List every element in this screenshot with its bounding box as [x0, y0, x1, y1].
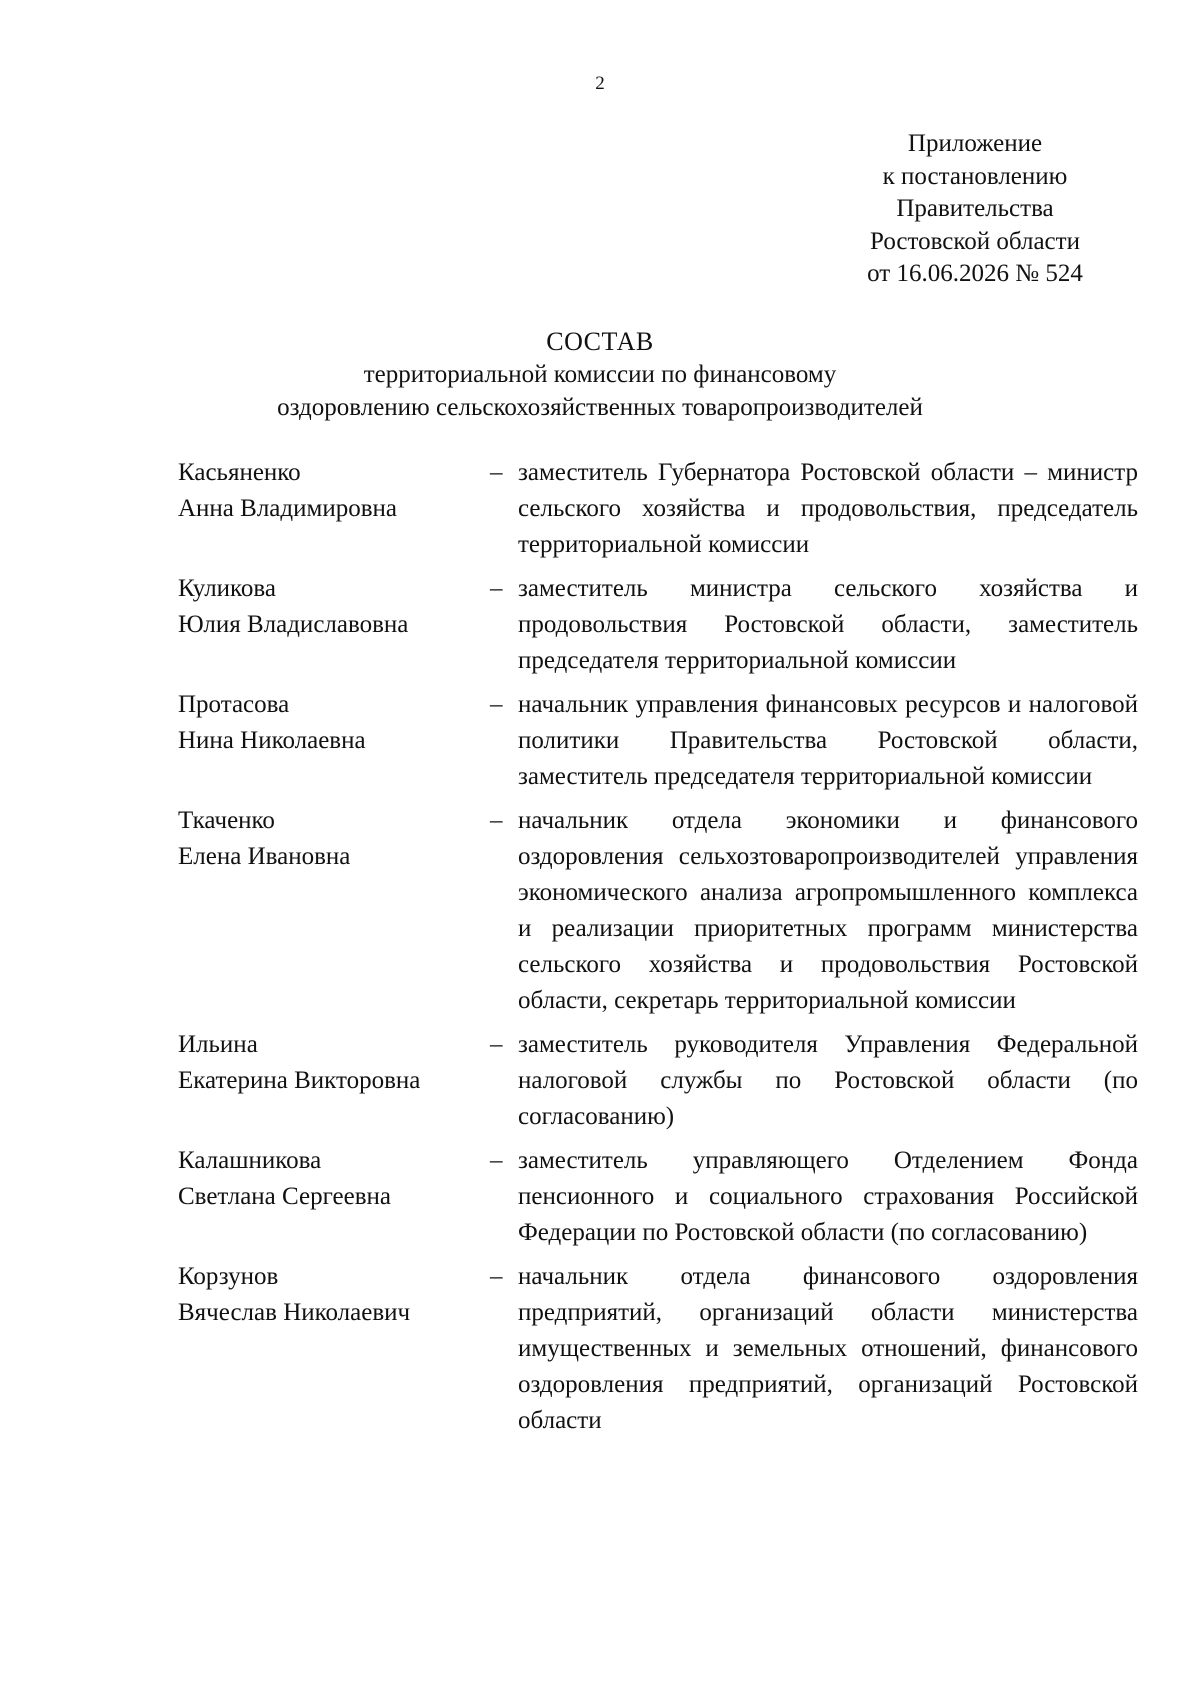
member-role: начальник отдела экономики и финансового оздоровления сельхозтоваропроизводителей управления экономического анализа агропромышленного комплекса и реализации приоритетных программ министерства сельского хозяйства и продовольствия Ростовской области, секретарь территориальной комиссии: [518, 807, 1138, 1014]
member-surname: Куликова: [178, 575, 276, 602]
appendix-header: [845, 128, 1105, 291]
member-role: начальник отдела финансового оздоровления предприятий, организаций области министерства имущественных и земельных отношений, финансового оздоровления предприятий, организаций Ростовской области: [518, 1263, 1138, 1434]
member-name: [178, 455, 490, 563]
appendix-line: к постановлению: [882, 162, 1068, 190]
title-line: территориальной комиссии по финансовому: [363, 361, 837, 388]
member-entry: [178, 1143, 1150, 1251]
member-entry: [178, 1259, 1150, 1439]
member-surname: Протасова: [178, 691, 290, 718]
member-role: заместитель Губернатора Ростовской области – министр сельского хозяйства и продовольствия, председатель территориальной комиссии: [518, 459, 1138, 558]
title-main: СОСТАВ: [546, 327, 654, 356]
member-given-names: Светлана Сергеевна: [178, 1183, 392, 1210]
member-entry: [178, 687, 1150, 795]
member-dash: –: [490, 1147, 503, 1174]
appendix-line: от 16.06.2026 № 524: [867, 260, 1083, 287]
member-entry: [178, 803, 1150, 1019]
member-given-names: Вячеслав Николаевич: [178, 1299, 411, 1326]
member-role: заместитель руководителя Управления Федеральной налоговой службы по Ростовской области (по согласованию): [518, 1031, 1138, 1130]
appendix-line: Приложение: [907, 130, 1043, 157]
member-given-names: Анна Владимировна: [178, 495, 397, 522]
member-name: [178, 687, 490, 795]
member-given-names: Нина Николаевна: [178, 727, 366, 754]
member-entry: [178, 1027, 1150, 1135]
member-role: заместитель управляющего Отделением Фонда пенсионного и социального страхования Российской Федерации по Ростовской области (по согласованию): [518, 1147, 1138, 1246]
member-role: начальник управления финансовых ресурсов и налоговой политики Правительства Ростовской области, заместитель председателя территориальной комиссии: [518, 691, 1138, 790]
member-dash: –: [490, 691, 503, 718]
member-surname: Калашникова: [178, 1147, 322, 1174]
member-entry: [178, 571, 1150, 679]
member-entry: [178, 455, 1150, 563]
appendix-line: Правительства: [896, 195, 1054, 222]
member-name: [178, 1027, 490, 1135]
title-line: оздоровлению сельскохозяйственных товаропроизводителей: [277, 394, 923, 421]
member-name: [178, 803, 490, 1019]
member-dash: –: [490, 1031, 503, 1058]
member-name: [178, 571, 490, 679]
member-name: [178, 1143, 490, 1251]
member-dash: –: [490, 807, 503, 834]
appendix-line: Ростовской области: [870, 227, 1080, 255]
document-title: [150, 325, 1050, 424]
member-surname: Касьяненко: [178, 459, 301, 486]
member-dash: –: [490, 575, 503, 602]
member-dash: –: [490, 1263, 503, 1290]
member-dash: –: [490, 459, 503, 486]
member-surname: Ильина: [178, 1031, 258, 1058]
member-surname: Корзунов: [178, 1263, 279, 1290]
member-given-names: Екатерина Викторовна: [178, 1067, 421, 1094]
members-list: [178, 455, 1150, 1447]
member-given-names: Юлия Владиславовна: [178, 611, 409, 638]
member-given-names: Елена Ивановна: [178, 843, 351, 870]
member-role: заместитель министра сельского хозяйства и продовольствия Ростовской области, заместитель председателя территориальной комиссии: [518, 575, 1138, 674]
member-name: [178, 1259, 490, 1439]
page-number: 2: [595, 73, 605, 94]
member-surname: Ткаченко: [178, 807, 275, 834]
